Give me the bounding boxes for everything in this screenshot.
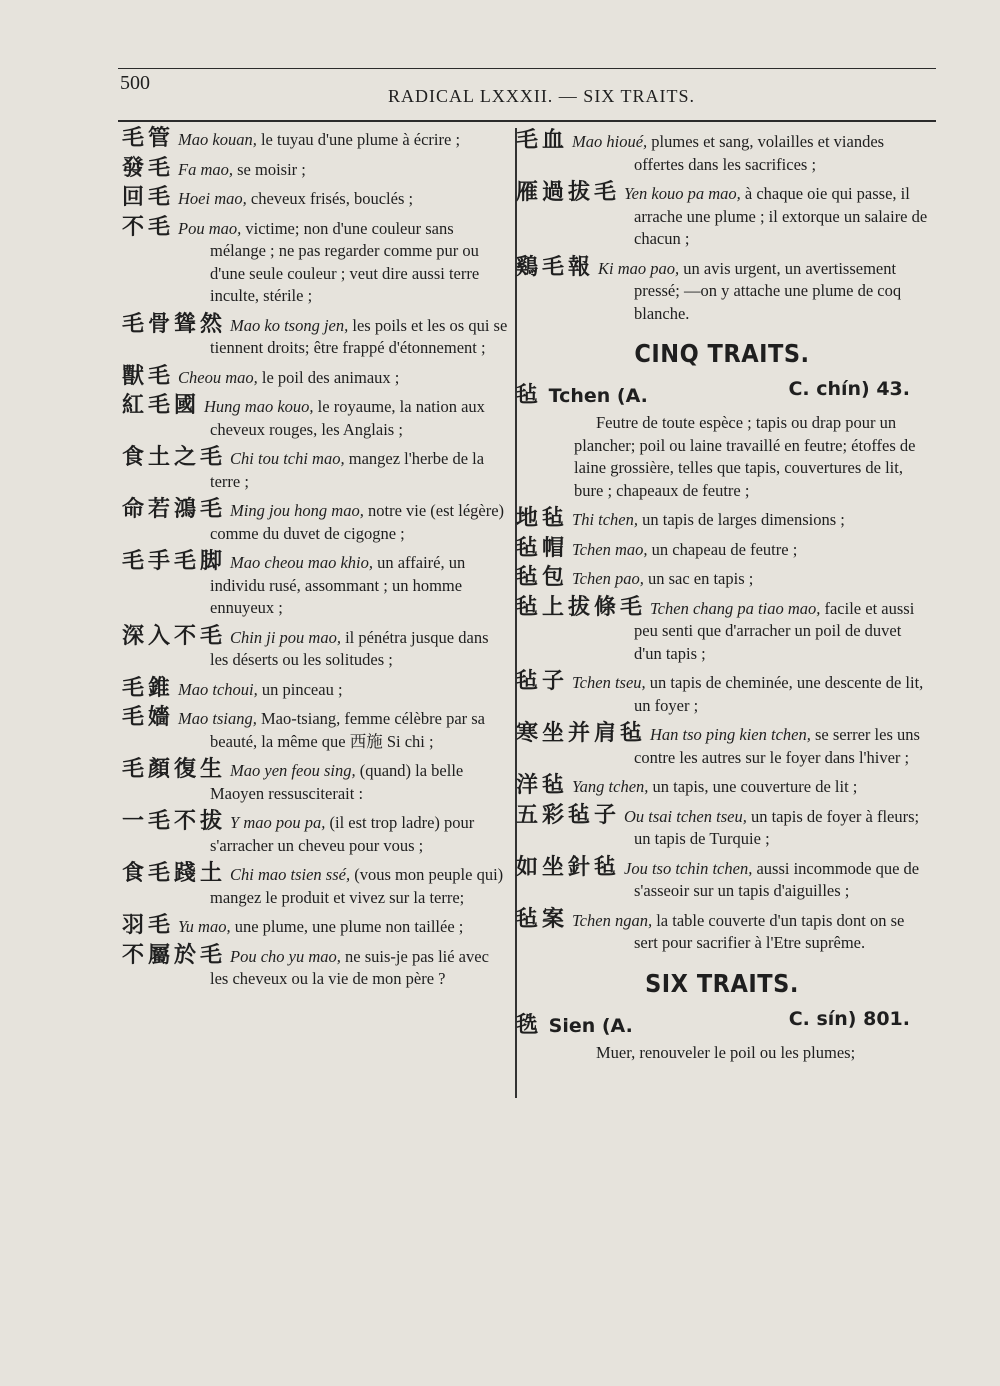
dictionary-entry — [122, 395, 510, 441]
entry-chinese: 毡帽 — [516, 535, 569, 561]
entry-romanization: Ming jou hong mao, — [230, 501, 364, 520]
entry-definition: un affairé, un individu rusé, assommant ; un homme ennuyeux ; — [210, 553, 466, 617]
entry-romanization: Mao kouan, — [178, 130, 257, 149]
entry-chinese: 深入不毛 — [122, 623, 227, 649]
dictionary-entry — [516, 723, 928, 769]
entry-chinese: 毡包 — [516, 565, 569, 590]
entry-definition: une plume, une plume non taillée ; — [230, 917, 464, 936]
entry-definition: (quand) la belle Maoyen ressusciterait : — [210, 761, 464, 803]
dictionary-entry — [122, 363, 510, 390]
entry-romanization: Fa mao, — [178, 159, 234, 179]
entry-romanization: Chin ji pou mao, — [230, 627, 341, 647]
entry-chinese: 毛骨聳然 — [122, 311, 227, 337]
definition-sien: Muer, renouveler le poil ou les plumes; — [596, 1042, 856, 1062]
entry-definition: ne suis-je pas lié avec les cheveux ou la vie de mon père ? — [210, 946, 489, 988]
page-number: 500 — [120, 72, 150, 94]
entry-definition: le royaume, la nation aux cheveux rouges, les Anglais ; — [210, 397, 485, 439]
entry-chinese: 發毛 — [122, 155, 175, 181]
entry-chinese: 回毛 — [122, 185, 175, 210]
entry-definition: victime; non d'une couleur sans mélange ; ne pas regarder comme pur ou d'une seule couleur ; veut dire aussi terre inculte, stérile ; — [210, 218, 480, 305]
entry-romanization: Chi tou tchi mao, — [230, 449, 345, 468]
entry-chinese: 毛血 — [516, 128, 569, 153]
dictionary-entry — [122, 759, 510, 805]
entry-definition: le poil des animaux ; — [257, 367, 400, 387]
dictionary-entry — [122, 128, 510, 152]
dictionary-entry — [122, 499, 510, 545]
entry-romanization: Tchen tseu, — [572, 673, 646, 692]
dictionary-entry — [122, 214, 510, 308]
entry-romanization: Yu mao, — [178, 917, 231, 936]
entry-romanization: Tchen chang pa tiao mao, — [650, 598, 821, 618]
entry-definition: les poils et les os qui se tiennent droits; être frappé d'étonnement ; — [210, 315, 508, 357]
dictionary-entry — [122, 675, 510, 702]
dictionary-entry — [516, 254, 928, 326]
entry-chinese: 地毡 — [516, 506, 569, 531]
dictionary-entry — [516, 567, 928, 591]
section-heading-cinq: CINQ TRAITS. — [634, 339, 810, 368]
dictionary-entry — [122, 942, 510, 991]
dictionary-entry — [516, 535, 928, 562]
entry-romanization: Mao ko tsong jen, — [230, 315, 349, 335]
entry-chinese: 毛管 — [122, 126, 175, 151]
entry-romanization: Mao tsiang, — [178, 709, 257, 728]
entry-chinese: 毡上拔條毛 — [516, 594, 647, 620]
entry-definition: un tapis, une couverture de lit ; — [648, 777, 858, 796]
entry-romanization: Tchen mao, — [572, 539, 648, 559]
entry-definition: le tuyau d'une plume à écrire ; — [256, 130, 461, 149]
left-column — [122, 128, 510, 997]
entry-chinese: 紅毛國 — [122, 393, 201, 418]
entry-chinese: 洋毡 — [516, 773, 569, 798]
entry-romanization: Pou mao, — [178, 218, 242, 238]
dictionary-entry — [122, 187, 510, 211]
entry-chinese: 鷄毛報 — [516, 254, 595, 280]
dictionary-entry — [122, 311, 510, 360]
entry-definition: aussi incommode que de s'asseoir sur un tapis d'aiguilles ; — [634, 858, 920, 900]
entry-chinese: 雁過拔毛 — [516, 180, 621, 205]
dictionary-entry — [516, 182, 928, 251]
dictionary-entry — [516, 906, 928, 955]
entry-chinese: 不屬於毛 — [122, 942, 227, 968]
entry-definition: la table couverte d'un tapis dont on se sert pour sacrifier à l'Etre suprême. — [634, 910, 905, 952]
entry-chinese: 命若鴻毛 — [122, 497, 227, 522]
entry-definition: un chapeau de feutre ; — [647, 539, 798, 559]
entry-chinese: 獸毛 — [122, 363, 175, 389]
headword-ref: C. sín) 801. — [788, 1007, 910, 1030]
headword-char: 毨 — [516, 1012, 539, 1038]
definition-tchen: Feutre de toute espèce ; tapis ou drap pour un plancher; poil ou laine travaillé en feutre; étoffes de laine grossière, telles que tapis, couvertures de lit, bure ; chapeaux de feutre ; — [574, 413, 916, 500]
entry-romanization: Mao yen feou sing, — [230, 761, 356, 780]
dictionary-entry — [516, 508, 928, 532]
entry-chinese: 毛顏復生 — [122, 757, 227, 782]
entry-romanization: Tchen pao, — [572, 569, 644, 588]
headword-char: 毡 — [516, 383, 539, 408]
dictionary-entry — [516, 130, 928, 176]
entry-chinese: 毡子 — [516, 669, 569, 694]
entry-chinese: 五彩毡子 — [516, 802, 621, 828]
entry-romanization: Hung mao kouo, — [204, 397, 314, 416]
dictionary-entry — [122, 707, 510, 753]
entry-definition: notre vie (est légère) comme du duvet de cigogne ; — [210, 501, 505, 543]
headword-tchen — [516, 378, 928, 408]
entry-definition: (il est trop ladre) pour s'arracher un cheveu pour vous ; — [210, 813, 475, 855]
dictionary-entry — [122, 155, 510, 182]
entry-romanization: Mao cheou mao khio, — [230, 553, 373, 572]
entry-definition: se moisir ; — [233, 159, 306, 179]
entry-romanization: Tchen ngan, — [572, 910, 653, 930]
dictionary-entry — [122, 447, 510, 493]
headword-ref: C. chín) 43. — [788, 378, 910, 400]
entry-chinese: 毛手毛脚 — [122, 549, 227, 574]
entry-chinese: 毛嬙 — [122, 705, 175, 730]
entry-romanization: Pou cho yu mao, — [230, 946, 341, 966]
dictionary-entry — [516, 594, 928, 666]
entry-romanization: Hoei mao, — [178, 189, 247, 208]
header-rule-bottom — [118, 120, 936, 122]
entry-romanization: Chi mao tsien ssé, — [230, 865, 351, 884]
dictionary-entry — [516, 671, 928, 717]
entry-romanization: Cheou mao, — [178, 367, 258, 387]
entry-definition: Mao-tsiang, femme célèbre par sa beauté, la même que 西施 Si chi ; — [210, 709, 486, 751]
entry-definition: un pinceau ; — [257, 679, 343, 699]
entry-romanization: Thi tchen, — [572, 510, 639, 529]
header-rule-top — [118, 68, 936, 69]
running-head: RADICAL LXXXII. — SIX TRAITS. — [388, 86, 695, 106]
entry-chinese: 寒坐并肩毡 — [516, 721, 647, 746]
entry-definition: (vous mon peuple qui) mangez le produit et vivez sur la terre; — [210, 865, 504, 907]
entry-chinese: 不毛 — [122, 214, 175, 240]
dictionary-entry — [122, 623, 510, 672]
entry-romanization: Jou tso tchin tchen, — [624, 858, 753, 878]
dictionary-entry — [122, 863, 510, 909]
entry-definition: mangez l'herbe de la terre ; — [210, 449, 485, 491]
headword-reading: Tchen (A. — [548, 385, 648, 407]
entry-chinese: 羽毛 — [122, 913, 175, 938]
entry-definition: il pénétra jusque dans les déserts ou les solitudes ; — [210, 627, 489, 669]
entry-chinese: 一毛不拔 — [122, 809, 227, 834]
dictionary-entry — [122, 551, 510, 620]
dictionary-entry — [516, 775, 928, 799]
entry-definition: facile et aussi peu senti que d'arracher un poil de duvet d'un tapis ; — [634, 598, 915, 663]
entry-definition: un tapis de cheminée, une descente de lit, un foyer ; — [634, 673, 924, 715]
entry-chinese: 食毛踐土 — [122, 861, 227, 886]
entry-definition: à chaque oie qui passe, il arrache une plume ; il extorque un salaire de chacun ; — [634, 184, 928, 248]
entry-definition: cheveux frisés, bouclés ; — [246, 189, 414, 208]
right-column — [516, 130, 928, 1070]
section-heading-six: SIX TRAITS. — [645, 968, 799, 998]
entry-definition: un avis urgent, un avertissement pressé; —on y attache une plume de coq blanche. — [634, 258, 902, 323]
entry-romanization: Mao tchoui, — [178, 679, 258, 699]
dictionary-entry — [516, 802, 928, 851]
entry-romanization: Yen kouo pa mao, — [624, 184, 741, 203]
entry-definition: plumes et sang, volailles et viandes offertes dans les sacrifices ; — [634, 132, 885, 174]
dictionary-entry — [516, 854, 928, 903]
headword-reading: Sien (A. — [548, 1014, 633, 1037]
entry-definition: un sac en tapis ; — [643, 569, 754, 588]
entry-chinese: 如坐針毡 — [516, 854, 621, 880]
entry-romanization: Mao hioué, — [572, 132, 648, 151]
entry-romanization: Y mao pou pa, — [230, 813, 326, 832]
entry-romanization: Ou tsai tchen tseu, — [624, 806, 747, 826]
entry-definition: se serrer les uns contre les autres sur le foyer dans l'hiver ; — [634, 725, 920, 767]
entry-romanization: Ki mao pao, — [598, 258, 680, 278]
dictionary-entry — [122, 811, 510, 857]
entry-romanization: Han tso ping kien tchen, — [650, 725, 811, 744]
entry-chinese: 毛錐 — [122, 675, 175, 701]
entry-definition: un tapis de larges dimensions ; — [638, 510, 845, 529]
dictionary-entry — [122, 915, 510, 939]
entry-chinese: 毡案 — [516, 906, 569, 932]
entry-chinese: 食土之毛 — [122, 445, 227, 470]
headword-sien — [516, 1007, 928, 1038]
entry-romanization: Yang tchen, — [572, 777, 649, 796]
entry-definition: un tapis de foyer à fleurs; un tapis de Turquie ; — [634, 806, 920, 848]
